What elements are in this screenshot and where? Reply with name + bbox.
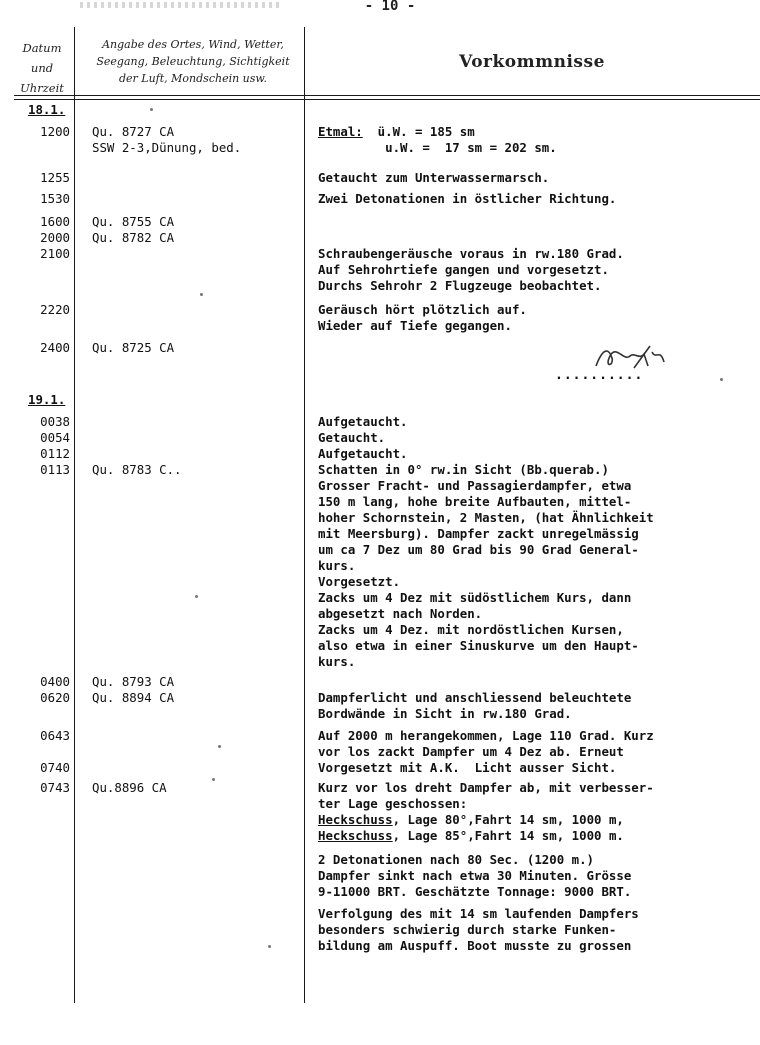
header-rule-bottom <box>14 99 760 100</box>
row-event: Zwei Detonationen in östlicher Richtung. <box>318 191 617 206</box>
page-number: - 10 - <box>364 0 416 14</box>
header-place-line-1: Angabe des Ortes, Wind, Wetter, <box>102 38 284 51</box>
scan-speck <box>212 778 215 781</box>
row-time: 0643 0740 <box>40 728 70 775</box>
row-event: Dampferlicht und anschliessend beleuchtete Bordwände in Sicht in rw.180 Grad. <box>318 690 632 721</box>
header-smudge <box>80 2 280 8</box>
scan-speck <box>195 595 198 598</box>
row-event: Getaucht zum Unterwassermarsch. <box>318 170 550 185</box>
row-time: 0038 0054 0112 0113 <box>40 414 70 477</box>
column-divider-1 <box>74 27 75 1003</box>
row-event: Aufgetaucht. Getaucht. Aufgetaucht. Schatten in 0° rw.in Sicht (Bb.querab.) Grosser Fracht- und Passagierdampfer, etwa 150 m lang, hohe breite Aufbauten, mittel- hoher Schornstein, 2 Masten, (hat Ähnlichkeit mit Meersburg). Dampfer zackt unregelmässig um ca 7 Dez um 80 Grad bis 90 Grad General- kurs. <box>318 414 654 573</box>
heckschuss-label: Heckschuss <box>318 812 393 827</box>
row-time: 0743 <box>40 780 70 795</box>
row-place: Qu. 8727 CA SSW 2-3,Dünung, bed. <box>92 124 242 155</box>
heckschuss-details: , Lage 80°,Fahrt 14 sm, 1000 m, <box>392 812 624 827</box>
row-time: 2220 <box>40 302 70 317</box>
scan-speck <box>200 293 203 296</box>
row-event: 2 Detonationen nach 80 Sec. (1200 m.) Dampfer sinkt nach etwa 30 Minuten. Grösse 9-11000 BRT. Geschätzte Tonnage: 9000 BRT. <box>318 852 632 899</box>
header-date-time <box>14 38 70 98</box>
row-event: Schraubengeräusche voraus in rw.180 Grad. Auf Sehrohrtiefe gangen und vorgesetzt. Durchs Sehrohr 2 Flugzeuge beobachtet. <box>318 246 624 293</box>
header-date-line-3: Uhrzeit <box>20 81 64 95</box>
row-time: 1600 2000 2100 <box>40 214 70 261</box>
column-divider-2 <box>304 27 305 1003</box>
row-event <box>318 828 758 844</box>
day-label-18: 18.1. <box>28 102 66 117</box>
etmal-label: Etmal: <box>318 124 363 139</box>
row-place: Qu.8896 CA <box>92 780 167 795</box>
row-time: 1530 <box>40 191 70 206</box>
row-event <box>318 812 758 828</box>
scan-speck <box>720 378 723 381</box>
header-date-line-1: Datum <box>22 41 62 55</box>
row-event: Auf 2000 m herangekommen, Lage 110 Grad. Kurz vor los zackt Dampfer um 4 Dez ab. Erneut Vorgesetzt mit A.K. Licht ausser Sicht. <box>318 728 654 775</box>
row-event: Vorgesetzt. Zacks um 4 Dez mit südöstlichem Kurs, dann abgesetzt nach Norden. Zacks um 4 Dez. mit nordöstlichen Kursen, also etwa in einer Sinuskurve um den Haupt- kurs. <box>318 574 639 669</box>
header-rule-top <box>14 95 760 96</box>
header-place-line-2: Seegang, Beleuchtung, Sichtigkeit <box>96 55 290 68</box>
day-label-19: 19.1. <box>28 392 66 407</box>
header-place-weather <box>78 36 308 87</box>
row-event: Kurz vor los dreht Dampfer ab, mit verbesser- ter Lage geschossen: <box>318 780 654 811</box>
row-place: Qu. 8725 CA <box>92 340 175 355</box>
header-events: Vorkommnisse <box>459 52 605 72</box>
row-time: 1200 <box>40 124 70 139</box>
header-date-line-2: und <box>30 61 54 75</box>
row-time: 0400 0620 <box>40 674 70 705</box>
row-time: 2400 <box>40 340 70 355</box>
scan-speck <box>268 945 271 948</box>
heckschuss-label: Heckschuss <box>318 828 393 843</box>
heckschuss-details: , Lage 85°,Fahrt 14 sm, 1000 m. <box>392 828 624 843</box>
row-place: Qu. 8755 CA Qu. 8782 CA <box>92 214 175 245</box>
scan-speck <box>150 108 153 111</box>
row-event: Geräusch hört plötzlich auf. Wieder auf Tiefe gegangen. <box>318 302 527 333</box>
scan-speck <box>218 745 221 748</box>
row-place: Qu. 8793 CA Qu. 8894 CA <box>92 674 175 705</box>
row-event: Verfolgung des mit 14 sm laufenden Dampfers besonders schwierig durch starke Funken- bildung am Auspuff. Boot musste zu grossen <box>318 906 639 953</box>
row-time: 1255 <box>40 170 70 185</box>
row-place: Qu. 8783 C.. <box>92 462 182 477</box>
etmal-values: ü.W. = 185 sm u.W. = 17 sm = 202 sm. <box>377 124 557 155</box>
row-event <box>318 124 758 156</box>
header-place-line-3: der Luft, Mondschein usw. <box>118 72 268 85</box>
signature-dots: .......... <box>555 368 644 383</box>
